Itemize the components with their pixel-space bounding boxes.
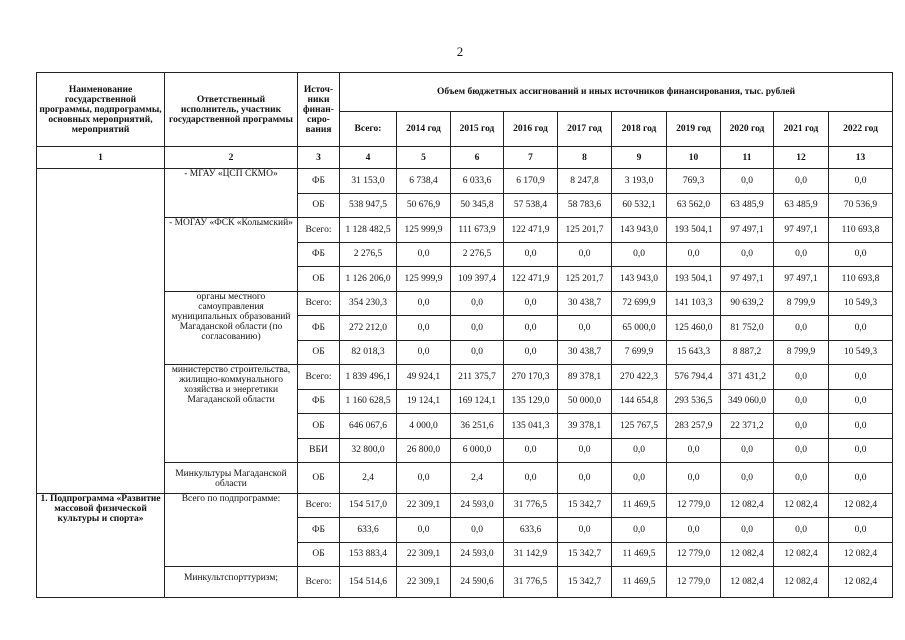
year-amount-cell: 8 799,9 (774, 340, 829, 365)
year-amount-cell: 0,0 (774, 438, 829, 463)
year-amount-cell: 10 549,3 (829, 291, 893, 316)
year-amount-cell: 6 738,4 (397, 169, 451, 194)
program-name-cell: 1. Подпрограмма «Развитие массовой физической культуры и спорта» (37, 493, 165, 597)
header-funding-source: Источ-ники финан-сиро-вания (298, 73, 340, 147)
year-amount-cell: 0,0 (504, 291, 558, 316)
year-amount-cell: 70 536,9 (829, 193, 893, 218)
year-amount-cell: 0,0 (829, 242, 893, 267)
column-number: 8 (558, 147, 612, 169)
total-amount-cell: 154 514,6 (340, 567, 397, 598)
total-amount-cell: 538 947,5 (340, 193, 397, 218)
header-year: 2016 год (504, 112, 558, 147)
year-amount-cell: 12 779,0 (667, 493, 721, 518)
funding-source-cell: Всего: (298, 493, 340, 518)
total-amount-cell: 1 128 482,5 (340, 218, 397, 243)
year-amount-cell: 0,0 (774, 463, 829, 494)
year-amount-cell: 0,0 (829, 365, 893, 390)
header-total: Всего: (340, 112, 397, 147)
year-amount-cell: 0,0 (504, 242, 558, 267)
column-number: 3 (298, 147, 340, 169)
year-amount-cell: 3 193,0 (612, 169, 667, 194)
year-amount-cell: 12 779,0 (667, 542, 721, 567)
column-number: 10 (667, 147, 721, 169)
table-body (37, 169, 893, 598)
total-amount-cell: 1 126 206,0 (340, 267, 397, 292)
year-amount-cell: 97 497,1 (774, 267, 829, 292)
year-amount-cell: 0,0 (558, 316, 612, 341)
year-amount-cell: 0,0 (504, 438, 558, 463)
year-amount-cell: 0,0 (451, 316, 504, 341)
year-amount-cell: 135 041,3 (504, 414, 558, 439)
year-amount-cell: 110 693,8 (829, 267, 893, 292)
year-amount-cell: 30 438,7 (558, 340, 612, 365)
year-amount-cell: 0,0 (612, 438, 667, 463)
year-amount-cell: 8 799,9 (774, 291, 829, 316)
year-amount-cell: 58 783,6 (558, 193, 612, 218)
year-amount-cell: 97 497,1 (774, 218, 829, 243)
year-amount-cell: 89 378,1 (558, 365, 612, 390)
year-amount-cell: 12 082,4 (829, 493, 893, 518)
year-amount-cell: 0,0 (829, 169, 893, 194)
year-amount-cell: 125 201,7 (558, 267, 612, 292)
year-amount-cell: 270 170,3 (504, 365, 558, 390)
budget-table (36, 72, 893, 598)
year-amount-cell: 0,0 (721, 242, 774, 267)
funding-source-cell: ОБ (298, 267, 340, 292)
year-amount-cell: 0,0 (558, 463, 612, 494)
year-amount-cell: 0,0 (829, 463, 893, 494)
year-amount-cell: 0,0 (612, 463, 667, 494)
executor-cell: министерство строительства, жилищно-коммунального хозяйства и энергетики Магаданской области (165, 365, 298, 463)
funding-source-cell: ФБ (298, 316, 340, 341)
year-amount-cell: 12 082,4 (774, 567, 829, 598)
year-amount-cell: 72 699,9 (612, 291, 667, 316)
year-amount-cell: 6 033,6 (451, 169, 504, 194)
year-amount-cell: 31 142,9 (504, 542, 558, 567)
total-amount-cell: 354 230,3 (340, 291, 397, 316)
year-amount-cell: 143 943,0 (612, 218, 667, 243)
year-amount-cell: 0,0 (558, 518, 612, 543)
year-amount-cell: 633,6 (504, 518, 558, 543)
year-amount-cell: 144 654,8 (612, 389, 667, 414)
year-amount-cell: 0,0 (504, 316, 558, 341)
year-amount-cell: 63 562,0 (667, 193, 721, 218)
year-amount-cell: 125 460,0 (667, 316, 721, 341)
total-amount-cell: 2,4 (340, 463, 397, 494)
year-amount-cell: 349 060,0 (721, 389, 774, 414)
funding-source-cell: Всего: (298, 291, 340, 316)
year-amount-cell: 122 471,9 (504, 218, 558, 243)
year-amount-cell: 0,0 (397, 463, 451, 494)
funding-source-cell: ОБ (298, 193, 340, 218)
year-amount-cell: 0,0 (558, 438, 612, 463)
year-amount-cell: 57 538,4 (504, 193, 558, 218)
year-amount-cell: 97 497,1 (721, 267, 774, 292)
year-amount-cell: 0,0 (397, 340, 451, 365)
year-amount-cell: 12 082,4 (721, 567, 774, 598)
year-amount-cell: 10 549,3 (829, 340, 893, 365)
column-number: 13 (829, 147, 893, 169)
funding-source-cell: ОБ (298, 542, 340, 567)
year-amount-cell: 0,0 (667, 242, 721, 267)
executor-cell: органы местного самоуправления муниципальных образований Магаданской области (по согласованию) (165, 291, 298, 365)
funding-source-cell: ОБ (298, 463, 340, 494)
year-amount-cell: 36 251,6 (451, 414, 504, 439)
year-amount-cell: 12 082,4 (774, 542, 829, 567)
year-amount-cell: 2 276,5 (451, 242, 504, 267)
header-executor: Ответственный исполнитель, участник государственной программы (165, 73, 298, 147)
executor-cell: Всего по подпрограмме: (165, 493, 298, 567)
table-row (37, 567, 893, 598)
funding-source-cell: ФБ (298, 169, 340, 194)
total-amount-cell: 31 153,0 (340, 169, 397, 194)
year-amount-cell: 22 309,1 (397, 567, 451, 598)
year-amount-cell: 50 345,8 (451, 193, 504, 218)
year-amount-cell: 81 752,0 (721, 316, 774, 341)
year-amount-cell: 6 000,0 (451, 438, 504, 463)
executor-cell: - МГАУ «ЦСП СКМО» (165, 169, 298, 218)
executor-cell: - МОГАУ «ФСК «Колымский» (165, 218, 298, 292)
header-year: 2021 год (774, 112, 829, 147)
header-year: 2014 год (397, 112, 451, 147)
year-amount-cell: 0,0 (829, 414, 893, 439)
year-amount-cell: 0,0 (451, 340, 504, 365)
year-amount-cell: 110 693,8 (829, 218, 893, 243)
total-amount-cell: 153 883,4 (340, 542, 397, 567)
year-amount-cell: 11 469,5 (612, 567, 667, 598)
total-amount-cell: 82 018,3 (340, 340, 397, 365)
year-amount-cell: 0,0 (667, 438, 721, 463)
year-amount-cell: 19 124,1 (397, 389, 451, 414)
table-row (37, 365, 893, 390)
column-number: 6 (451, 147, 504, 169)
year-amount-cell: 0,0 (721, 438, 774, 463)
year-amount-cell: 12 779,0 (667, 567, 721, 598)
year-amount-cell: 0,0 (774, 389, 829, 414)
table-row (37, 169, 893, 194)
year-amount-cell: 30 438,7 (558, 291, 612, 316)
year-amount-cell: 39 378,1 (558, 414, 612, 439)
year-amount-cell: 125 999,9 (397, 267, 451, 292)
header-year: 2015 год (451, 112, 504, 147)
year-amount-cell: 125 999,9 (397, 218, 451, 243)
year-amount-cell: 141 103,3 (667, 291, 721, 316)
year-amount-cell: 11 469,5 (612, 542, 667, 567)
year-amount-cell: 0,0 (397, 316, 451, 341)
year-amount-cell: 2,4 (451, 463, 504, 494)
funding-source-cell: ФБ (298, 389, 340, 414)
total-amount-cell: 1 839 496,1 (340, 365, 397, 390)
total-amount-cell: 646 067,6 (340, 414, 397, 439)
year-amount-cell: 211 375,7 (451, 365, 504, 390)
total-amount-cell: 1 160 628,5 (340, 389, 397, 414)
total-amount-cell: 32 800,0 (340, 438, 397, 463)
year-amount-cell: 0,0 (721, 169, 774, 194)
year-amount-cell: 12 082,4 (721, 493, 774, 518)
year-amount-cell: 143 943,0 (612, 267, 667, 292)
total-amount-cell: 272 212,0 (340, 316, 397, 341)
column-number: 1 (37, 147, 165, 169)
year-amount-cell: 0,0 (721, 463, 774, 494)
year-amount-cell: 49 924,1 (397, 365, 451, 390)
table-row (37, 218, 893, 243)
year-amount-cell: 769,3 (667, 169, 721, 194)
year-amount-cell: 169 124,1 (451, 389, 504, 414)
year-amount-cell: 576 794,4 (667, 365, 721, 390)
year-amount-cell: 0,0 (774, 316, 829, 341)
total-amount-cell: 154 517,0 (340, 493, 397, 518)
column-number: 4 (340, 147, 397, 169)
year-amount-cell: 109 397,4 (451, 267, 504, 292)
funding-source-cell: ВБИ (298, 438, 340, 463)
year-amount-cell: 283 257,9 (667, 414, 721, 439)
total-amount-cell: 633,6 (340, 518, 397, 543)
year-amount-cell: 0,0 (612, 242, 667, 267)
year-amount-cell: 0,0 (667, 463, 721, 494)
year-amount-cell: 270 422,3 (612, 365, 667, 390)
header-year: 2017 год (558, 112, 612, 147)
header-year: 2019 год (667, 112, 721, 147)
column-number: 5 (397, 147, 451, 169)
year-amount-cell: 22 371,2 (721, 414, 774, 439)
year-amount-cell: 122 471,9 (504, 267, 558, 292)
year-amount-cell: 193 504,1 (667, 267, 721, 292)
column-number: 7 (504, 147, 558, 169)
year-amount-cell: 0,0 (504, 463, 558, 494)
year-amount-cell: 125 767,5 (612, 414, 667, 439)
year-amount-cell: 15 342,7 (558, 567, 612, 598)
year-amount-cell: 60 532,1 (612, 193, 667, 218)
year-amount-cell: 15 342,7 (558, 542, 612, 567)
year-amount-cell: 22 309,1 (397, 493, 451, 518)
year-amount-cell: 0,0 (774, 414, 829, 439)
year-amount-cell: 31 776,5 (504, 567, 558, 598)
program-name-cell (37, 169, 165, 494)
year-amount-cell: 26 800,0 (397, 438, 451, 463)
year-amount-cell: 15 342,7 (558, 493, 612, 518)
year-amount-cell: 0,0 (829, 389, 893, 414)
year-amount-cell: 0,0 (451, 518, 504, 543)
year-amount-cell: 0,0 (667, 518, 721, 543)
year-amount-cell: 12 082,4 (721, 542, 774, 567)
year-amount-cell: 50 676,9 (397, 193, 451, 218)
year-amount-cell: 111 673,9 (451, 218, 504, 243)
year-amount-cell: 11 469,5 (612, 493, 667, 518)
funding-source-cell: ФБ (298, 242, 340, 267)
funding-source-cell: ФБ (298, 518, 340, 543)
year-amount-cell: 24 590,6 (451, 567, 504, 598)
year-amount-cell: 0,0 (829, 438, 893, 463)
year-amount-cell: 24 593,0 (451, 493, 504, 518)
column-number: 9 (612, 147, 667, 169)
year-amount-cell: 0,0 (397, 242, 451, 267)
year-amount-cell: 0,0 (829, 316, 893, 341)
funding-source-cell: Всего: (298, 365, 340, 390)
year-amount-cell: 24 593,0 (451, 542, 504, 567)
year-amount-cell: 0,0 (774, 169, 829, 194)
year-amount-cell: 8 887,2 (721, 340, 774, 365)
year-amount-cell: 12 082,4 (829, 542, 893, 567)
column-number: 2 (165, 147, 298, 169)
year-amount-cell: 0,0 (829, 518, 893, 543)
year-amount-cell: 97 497,1 (721, 218, 774, 243)
year-amount-cell: 193 504,1 (667, 218, 721, 243)
year-amount-cell: 0,0 (397, 518, 451, 543)
year-amount-cell: 0,0 (774, 242, 829, 267)
year-amount-cell: 0,0 (774, 365, 829, 390)
year-amount-cell: 0,0 (558, 242, 612, 267)
header-program-name: Наименование государственной программы, подпрограммы, основных мероприятий, мероприятий (37, 73, 165, 147)
header-year: 2022 год (829, 112, 893, 147)
year-amount-cell: 0,0 (504, 340, 558, 365)
year-amount-cell: 0,0 (612, 518, 667, 543)
year-amount-cell: 4 000,0 (397, 414, 451, 439)
year-amount-cell: 8 247,8 (558, 169, 612, 194)
year-amount-cell: 31 776,5 (504, 493, 558, 518)
year-amount-cell: 371 431,2 (721, 365, 774, 390)
table-row (37, 463, 893, 494)
funding-source-cell: ОБ (298, 414, 340, 439)
column-number: 11 (721, 147, 774, 169)
year-amount-cell: 7 699,9 (612, 340, 667, 365)
funding-source-cell: Всего: (298, 567, 340, 598)
funding-source-cell: Всего: (298, 218, 340, 243)
header-budget-volume: Объем бюджетных ассигнований и иных источников финансирования, тыс. рублей (340, 73, 893, 112)
year-amount-cell: 63 485,9 (774, 193, 829, 218)
year-amount-cell: 135 129,0 (504, 389, 558, 414)
year-amount-cell: 293 536,5 (667, 389, 721, 414)
year-amount-cell: 125 201,7 (558, 218, 612, 243)
year-amount-cell: 0,0 (451, 291, 504, 316)
year-amount-cell: 0,0 (397, 291, 451, 316)
header-year: 2018 год (612, 112, 667, 147)
column-number: 12 (774, 147, 829, 169)
year-amount-cell: 12 082,4 (774, 493, 829, 518)
funding-source-cell: ОБ (298, 340, 340, 365)
table-row (37, 493, 893, 518)
year-amount-cell: 50 000,0 (558, 389, 612, 414)
executor-cell: Минкультспорттуризм; (165, 567, 298, 598)
year-amount-cell: 0,0 (774, 518, 829, 543)
year-amount-cell: 6 170,9 (504, 169, 558, 194)
executor-cell: Минкультуры Магаданской области (165, 463, 298, 494)
header-year: 2020 год (721, 112, 774, 147)
year-amount-cell: 65 000,0 (612, 316, 667, 341)
year-amount-cell: 0,0 (721, 518, 774, 543)
year-amount-cell: 63 485,9 (721, 193, 774, 218)
year-amount-cell: 22 309,1 (397, 542, 451, 567)
year-amount-cell: 90 639,2 (721, 291, 774, 316)
year-amount-cell: 12 082,4 (829, 567, 893, 598)
total-amount-cell: 2 276,5 (340, 242, 397, 267)
page-number: 2 (456, 44, 464, 59)
year-amount-cell: 15 643,3 (667, 340, 721, 365)
table-row (37, 291, 893, 316)
